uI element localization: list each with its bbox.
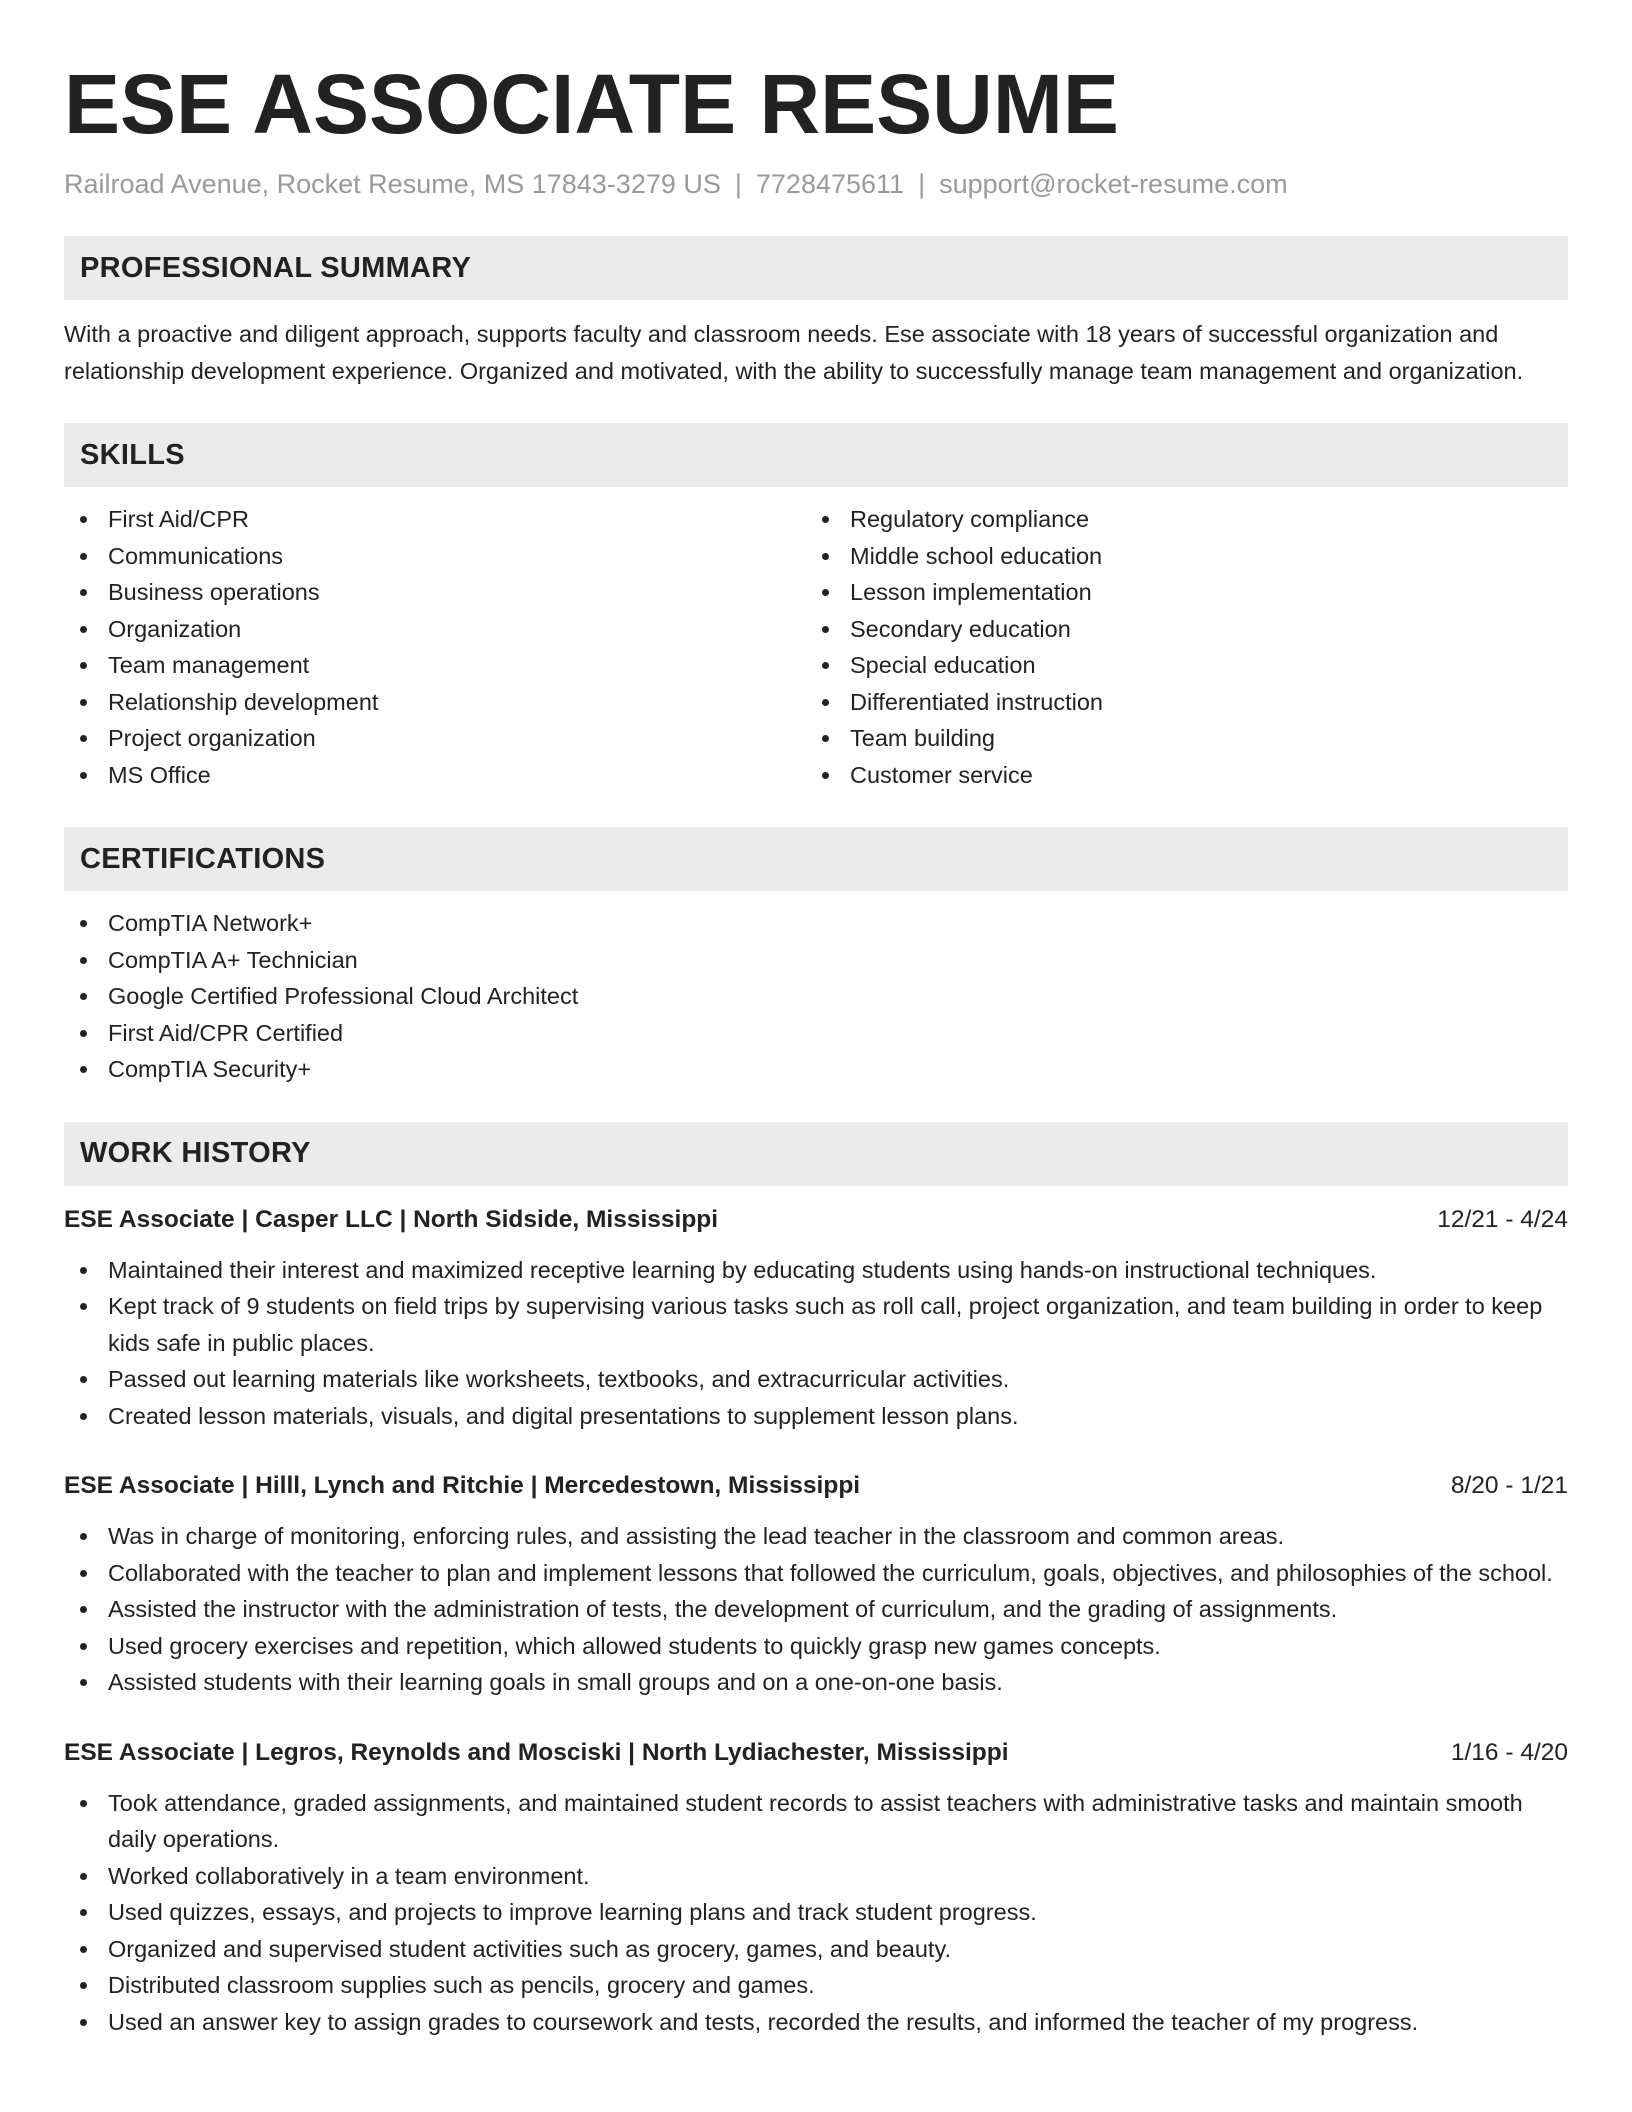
skill-item: First Aid/CPR <box>64 501 806 538</box>
job-bullet: Organized and supervised student activities such as grocery, games, and beauty. <box>64 1931 1568 1968</box>
skill-item: Differentiated instruction <box>806 684 1548 721</box>
job-bullets <box>64 1518 1568 1701</box>
job-title: ESE Associate | Hilll, Lynch and Ritchie | Mercedestown, Mississippi <box>64 1472 861 1499</box>
skills-grid <box>64 501 1568 793</box>
job-bullet: Used quizzes, essays, and projects to improve learning plans and track student progress. <box>64 1894 1568 1931</box>
skills-list-left <box>64 501 806 793</box>
skill-item: MS Office <box>64 757 806 794</box>
contact-address: Railroad Avenue, Rocket Resume, MS 17843-3279 US <box>64 169 721 199</box>
job-heading-row <box>64 1202 1568 1238</box>
job-bullet: Took attendance, graded assignments, and maintained student records to assist teachers with administrative tasks and maintain smooth daily operations. <box>64 1785 1568 1858</box>
job-bullet: Passed out learning materials like worksheets, textbooks, and extracurricular activities. <box>64 1361 1568 1398</box>
skill-item: Organization <box>64 611 806 648</box>
job-bullet: Used an answer key to assign grades to coursework and tests, recorded the results, and informed the teacher of my progress. <box>64 2004 1568 2041</box>
certification-item: CompTIA A+ Technician <box>64 942 1568 979</box>
job-bullet: Assisted students with their learning goals in small groups and on a one-on-one basis. <box>64 1664 1568 1701</box>
contact-separator: | <box>918 169 926 199</box>
contact-separator: | <box>734 169 742 199</box>
job-heading-row <box>64 1735 1568 1771</box>
job-heading-row <box>64 1468 1568 1504</box>
summary-section <box>64 236 1568 389</box>
job-bullets <box>64 1252 1568 1435</box>
work-history-section <box>64 1122 1568 2041</box>
skill-item: Secondary education <box>806 611 1548 648</box>
work-history-heading: WORK HISTORY <box>64 1122 1568 1186</box>
certifications-section <box>64 827 1568 1088</box>
skills-heading: SKILLS <box>64 423 1568 487</box>
job-bullet: Worked collaboratively in a team environment. <box>64 1858 1568 1895</box>
job-dates: 1/16 - 4/20 <box>1450 1738 1568 1766</box>
certification-item: CompTIA Network+ <box>64 905 1568 942</box>
resume-title: ESE ASSOCIATE RESUME <box>64 57 1119 151</box>
job-bullets <box>64 1785 1568 2041</box>
skill-item: Relationship development <box>64 684 806 721</box>
certification-item: CompTIA Security+ <box>64 1051 1568 1088</box>
job-dates: 12/21 - 4/24 <box>1437 1205 1568 1233</box>
job-entry <box>64 1468 1568 1701</box>
skill-item: Special education <box>806 647 1548 684</box>
resume-page <box>64 0 1568 2040</box>
certification-item: Google Certified Professional Cloud Architect <box>64 978 1568 1015</box>
skill-item: Middle school education <box>806 538 1548 575</box>
contact-email: support@rocket-resume.com <box>939 169 1288 199</box>
job-bullet: Used grocery exercises and repetition, which allowed students to quickly grasp new games concepts. <box>64 1628 1568 1665</box>
job-bullet: Kept track of 9 students on field trips by supervising various tasks such as roll call, project organization, and team building in order to keep kids safe in public places. <box>64 1288 1568 1361</box>
skills-section <box>64 423 1568 793</box>
skill-item: Project organization <box>64 720 806 757</box>
job-entry <box>64 1735 1568 2041</box>
job-bullet: Collaborated with the teacher to plan and implement lessons that followed the curriculum, goals, objectives, and philosophies of the school. <box>64 1555 1568 1592</box>
job-title: ESE Associate | Casper LLC | North Sidside, Mississippi <box>64 1205 719 1233</box>
contact-phone: 7728475611 <box>755 169 905 199</box>
skill-item: Communications <box>64 538 806 575</box>
skill-item: Regulatory compliance <box>806 501 1548 538</box>
job-dates: 8/20 - 1/21 <box>1450 1472 1568 1499</box>
certifications-list <box>64 905 1568 1088</box>
summary-text: With a proactive and diligent approach, supports faculty and classroom needs. Ese associate with 18 years of successful organization and relationship development experience. Organized and motivated, with the ability to successfully manage team management and organization. <box>64 321 1524 384</box>
job-bullet: Was in charge of monitoring, enforcing rules, and assisting the lead teacher in the classroom and common areas. <box>64 1518 1568 1555</box>
certification-item: First Aid/CPR Certified <box>64 1015 1568 1052</box>
job-bullet: Assisted the instructor with the administration of tests, the development of curriculum, and the grading of assignments. <box>64 1591 1568 1628</box>
contact-line <box>64 166 1568 202</box>
skill-item: Business operations <box>64 574 806 611</box>
skills-list-right <box>806 501 1548 793</box>
job-entry <box>64 1202 1568 1435</box>
skill-item: Lesson implementation <box>806 574 1548 611</box>
summary-heading: PROFESSIONAL SUMMARY <box>64 236 1568 300</box>
certifications-heading: CERTIFICATIONS <box>64 827 1568 891</box>
skill-item: Customer service <box>806 757 1548 794</box>
job-bullet: Created lesson materials, visuals, and digital presentations to supplement lesson plans. <box>64 1398 1568 1435</box>
skill-item: Team building <box>806 720 1548 757</box>
job-title: ESE Associate | Legros, Reynolds and Mosciski | North Lydiachester, Mississippi <box>64 1738 1009 1766</box>
skill-item: Team management <box>64 647 806 684</box>
job-bullet: Maintained their interest and maximized receptive learning by educating students using hands-on instructional techniques. <box>64 1252 1568 1289</box>
job-bullet: Distributed classroom supplies such as pencils, grocery and games. <box>64 1967 1568 2004</box>
